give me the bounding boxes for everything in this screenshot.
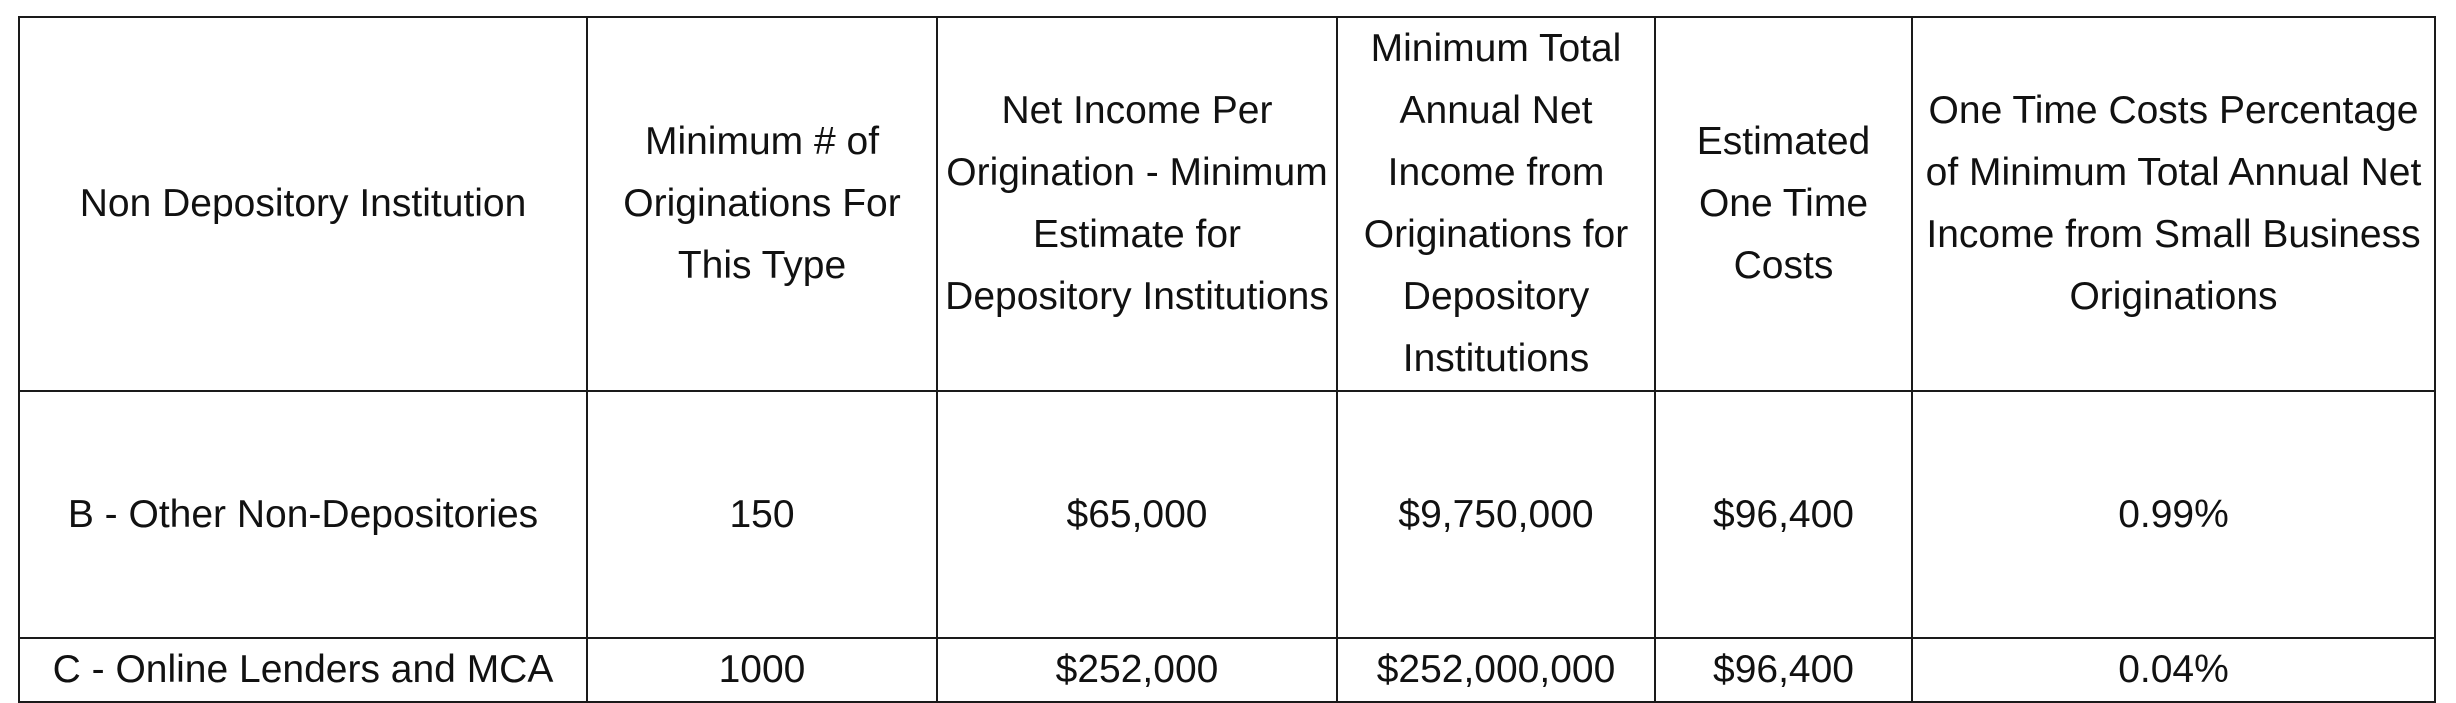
cell-one-time-costs-percentage: 0.99%: [1912, 391, 2435, 638]
header-min-total-annual-net-income: Minimum Total Annual Net Income from Originations for Depository Institutions: [1337, 17, 1655, 391]
cell-institution: B - Other Non-Depositories: [19, 391, 587, 638]
cell-net-income-per-origination: $65,000: [937, 391, 1337, 638]
cell-net-income-per-origination: $252,000: [937, 638, 1337, 702]
data-table: [18, 16, 2436, 703]
cell-min-total-annual-net-income: $252,000,000: [1337, 638, 1655, 702]
header-net-income-per-origination: Net Income Per Origination - Minimum Estimate for Depository Institutions: [937, 17, 1337, 391]
cell-one-time-costs: $96,400: [1655, 391, 1912, 638]
header-one-time-costs-percentage: One Time Costs Percentage of Minimum Total Annual Net Income from Small Business Originations: [1912, 17, 2435, 391]
cell-min-originations: 150: [587, 391, 937, 638]
cell-min-total-annual-net-income: $9,750,000: [1337, 391, 1655, 638]
table-row: [19, 391, 2435, 638]
header-institution: Non Depository Institution: [19, 17, 587, 391]
header-min-originations: Minimum # of Originations For This Type: [587, 17, 937, 391]
cell-one-time-costs: $96,400: [1655, 638, 1912, 702]
header-row: [19, 17, 2435, 391]
table-row: [19, 638, 2435, 702]
header-one-time-costs: Estimated One Time Costs: [1655, 17, 1912, 391]
cell-one-time-costs-percentage: 0.04%: [1912, 638, 2435, 702]
cell-institution: C - Online Lenders and MCA: [19, 638, 587, 702]
cell-min-originations: 1000: [587, 638, 937, 702]
